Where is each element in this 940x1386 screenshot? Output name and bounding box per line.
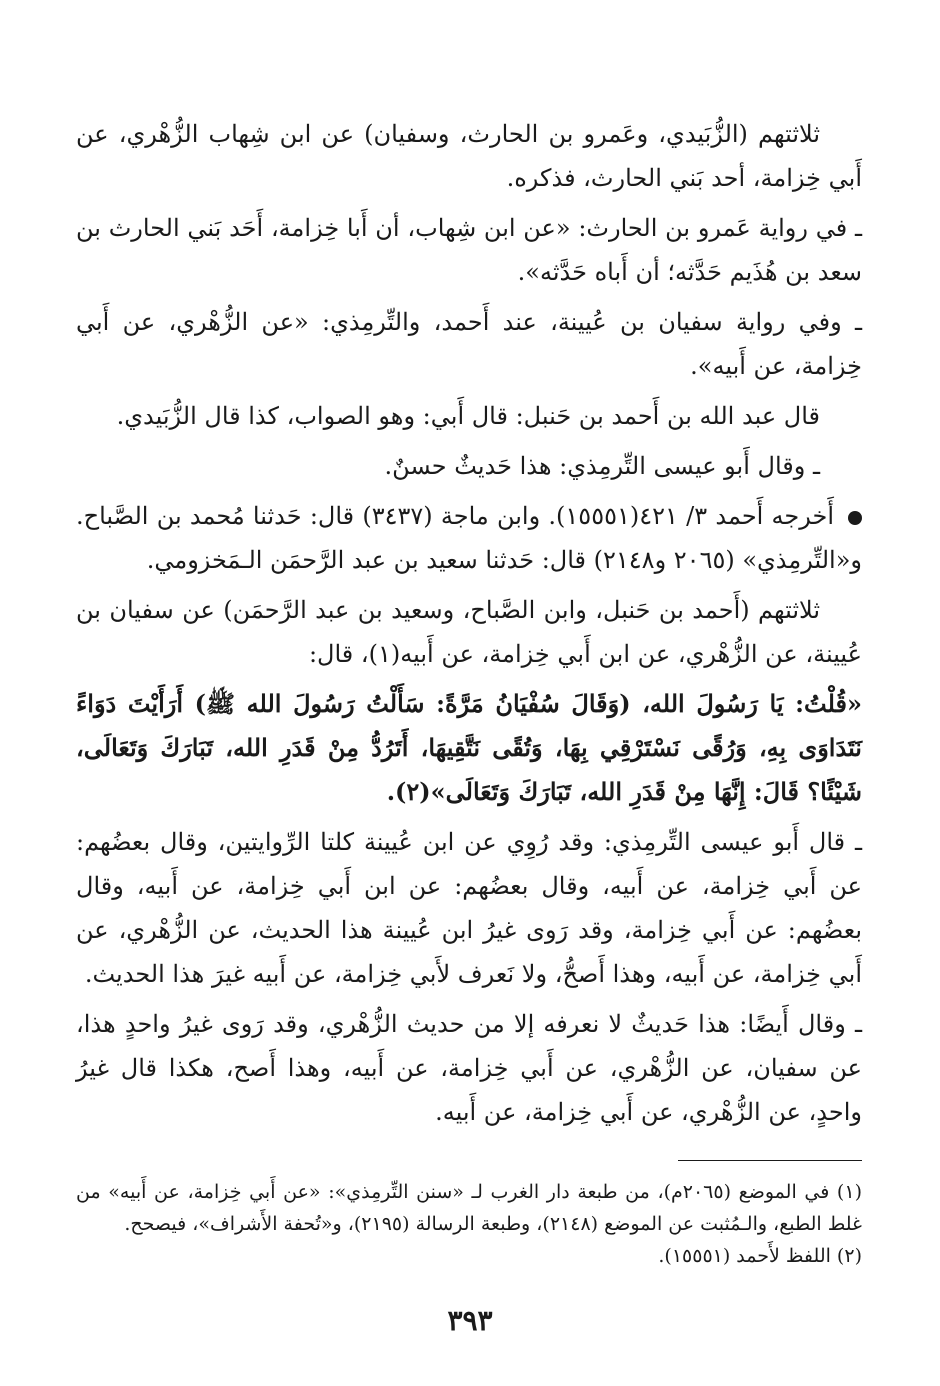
takhrij-text: أَخرجه أَحمد ٣/ ٤٢١(١٥٥٥١). وابن ماجة (٣٤٣٧) قال: حَدثنا مُحمد بن الصَّباح. و«التِّرمِذي» (٢٠٦٥ و٢١٤٨) قال: حَدثنا سعيد بن عبد الرَّحمَن الـمَخزومي.: [76, 502, 862, 574]
footnote-2: (٢) اللفظ لأَحمد (١٥٥٥١).: [658, 1245, 862, 1267]
bullet-icon: [848, 511, 862, 525]
paragraph-tirmidhi-further: ـ وقال أَيضًا: هذا حَديثٌ لا نعرفه إلا من حديث الزُّهْري، وقد رَوى غيرُ واحدٍ هذا، عن سفيان، عن الزُّهْري، عن أَبي خِزامة، عن أَبيه، وهذا أَصح، هكذا قال غيرُ واحدٍ، عن الزُّهْري، عن أَبي خِزامة، عن أَبيه.: [76, 1010, 862, 1126]
paragraph-takhrij: [76, 494, 862, 582]
paragraph-abdullah-comment: قال عبد الله بن أَحمد بن حَنبل: قال أَبي: وهو الصواب، كذا قال الزُّبَيدي.: [116, 402, 820, 430]
footnotes: [76, 1176, 862, 1272]
paragraph-tirmidhi-grading: ـ وقال أَبو عيسى التِّرمِذي: هذا حَديثٌ حسنٌ.: [384, 452, 820, 480]
main-text: [76, 112, 862, 1140]
paragraph-tirmidhi-comment: ـ قال أَبو عيسى التِّرمِذي: وقد رُوِي عن ابن عُيينة كلتا الرِّوايتين، وقال بعضُهم: عن أَبي خِزامة، عن أَبيه، وقال بعضُهم: عن ابن أَبي خِزامة، عن أَبيه، وقال بعضُهم: عن أَبي خِزامة، وقد رَوى غيرُ ابن عُيينة هذا الحديث، عن الزُّهْري، عن أَبي خِزامة، عن أَبيه، وهذا أَصحُّ، ولا نَعرف لأَبي خِزامة، عن أَبيه غيرَ هذا الحديث.: [76, 828, 862, 988]
paragraph-chain-three: ثلاثتهم (أَحمد بن حَنبل، وابن الصَّباح، وسعيد بن عبد الرَّحمَن) عن سفيان بن عُيينة، عن الزُّهْري، عن ابن أَبي خِزامة، عن أَبيه(١)، قال:: [76, 596, 862, 668]
page-number: ٣٩٣: [447, 1304, 493, 1337]
paragraph-chain-summary: ثلاثتهم (الزُّبَيدي، وعَمرو بن الحارث، وسفيان) عن ابن شِهاب الزُّهْري، عن أَبي خِزامة، أحد بَني الحارث، فذكره.: [76, 120, 862, 192]
paragraph-amr-narration: ـ في رواية عَمرو بن الحارث: «عن ابن شِهاب، أن أَبا خِزامة، أَحَد بَني الحارث بن سعد بن هُذَيم حَدَّثه؛ أن أَباه حَدَّثه».: [76, 214, 862, 286]
footnote-1: (١) في الموضع (٢٠٦٥م)، من طبعة دار الغرب لـ «سنن التِّرمِذي»: «عن أَبي خِزامة، عن أَبيه» من غلط الطبع، والـمُثبت عن الموضع (٢١٤٨)، وطبعة الرسالة (٢١٩٥)، و«تُحفة الأَشراف»، فيصحح.: [76, 1181, 862, 1235]
paragraph-sufyan-narration: ـ وفي رواية سفيان بن عُيينة، عند أَحمد، والتِّرمِذي: «عن الزُّهْري، عن أَبي خِزامة، عن أَبيه».: [76, 308, 862, 380]
footnote-separator: [678, 1160, 862, 1161]
paragraph-hadith-text: «قُلْتُ: يَا رَسُولَ الله، (وَقَالَ سُفْيَانُ مَرَّةً: سَأَلْتُ رَسُولَ الله ﷺ) أَرَأَيْتَ دَوَاءً نَتَدَاوَى بِهِ، وَرُقًى نَسْتَرْقِي بِهَا، وَتُقًى نَتَّقِيهَا، أَتَرُدُّ مِنْ قَدَرِ الله، تَبَارَكَ وَتَعَالَى، شَيْئًا؟ قَالَ: إِنَّهَا مِنْ قَدَرِ الله، تَبَارَكَ وَتَعَالَى»(٢).: [76, 689, 862, 806]
